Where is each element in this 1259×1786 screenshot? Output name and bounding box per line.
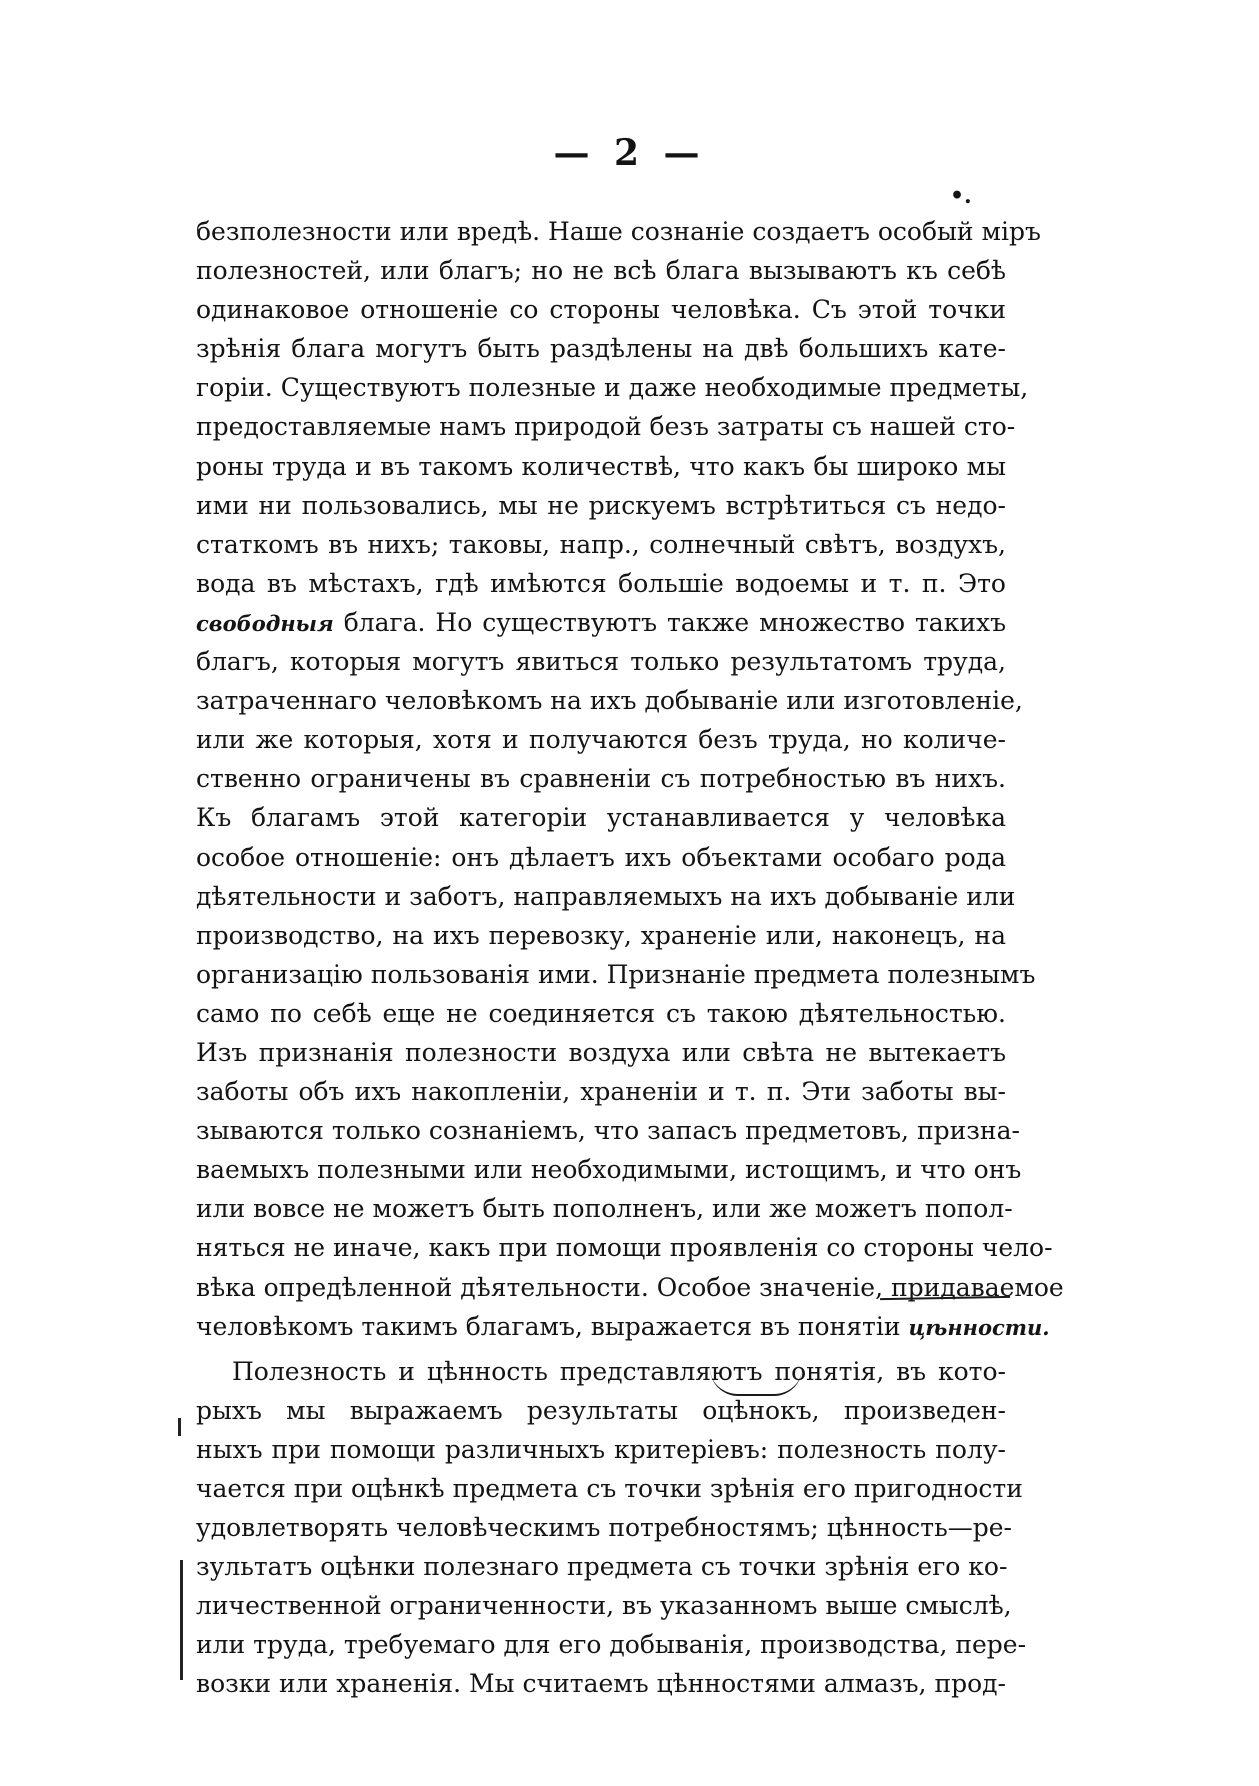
paragraph-1 [196, 212, 1064, 1346]
text-line: ныхъ при помощи различныхъ критеріевъ: полезность полу- [196, 1434, 1006, 1464]
italic-term-free-goods: свободныя [196, 610, 334, 636]
text-line: производство, на ихъ перевозку, храненіе или, наконецъ, на [196, 920, 1006, 950]
text-line: рыхъ мы выражаемъ результаты оцѣнокъ, произведен- [196, 1395, 1006, 1425]
text-line: статкомъ въ нихъ; таковы, напр., солнечный свѣтъ, воздухъ, [196, 529, 1006, 559]
text-line: само по себѣ еще не соединяется съ такою дѣятельностью. [196, 998, 1006, 1028]
text-line: личественной ограниченности, въ указанномъ выше смыслѣ, [196, 1591, 1012, 1621]
text-line: ственно ограничены въ сравненіи съ потребностью въ нихъ. [196, 764, 1006, 794]
italic-term-value: цѣнности. [908, 1314, 1050, 1340]
text-line-rest: блага. Но существуютъ также множество такихъ [333, 607, 1006, 637]
page-number: — 2 — [553, 132, 706, 174]
text-line: няться не иначе, какъ при помощи проявленія со стороны чело- [196, 1233, 1053, 1263]
text-line: или труда, требуемаго для его добыванія, производства, пере- [196, 1630, 1027, 1660]
text-line: возки или храненія. Мы считаемъ цѣнностями алмазъ, прод- [196, 1669, 1006, 1699]
text-line: удовлетворять человѣческимъ потребностямъ; цѣнность—ре- [196, 1513, 1012, 1543]
text-line: зываются только сознаніемъ, что запасъ предметовъ, призна- [196, 1116, 1020, 1146]
text-line: предоставляемые намъ природой безъ затраты съ нашей сто- [196, 412, 1016, 442]
text-line: зрѣнія блага могутъ быть раздѣлены на двѣ большихъ кате- [196, 334, 1006, 364]
text-line-with-italic [196, 1307, 1050, 1346]
handwritten-circle-mark [710, 1368, 802, 1396]
text-line: Полезность и цѣнность представляютъ понятія, въ кото- [232, 1356, 1006, 1386]
corner-ink-mark: •. [950, 183, 972, 209]
text-line: горіи. Существуютъ полезные и даже необходимые предметы, [196, 373, 1029, 403]
text-line: заботы объ ихъ накопленіи, храненіи и т. п. Эти заботы вы- [196, 1077, 1006, 1107]
text-line: или же которыя, хотя и получаются безъ труда, но количе- [196, 725, 1006, 755]
text-line: роны труда и въ такомъ количествѣ, что какъ бы широко мы [196, 451, 1006, 481]
text-line: организацію пользованія ими. Признаніе предмета полезнымъ [196, 959, 1036, 989]
text-line: или вовсе не можетъ быть пополненъ, или же можетъ попол- [196, 1194, 1013, 1224]
text-line: вода въ мѣстахъ, гдѣ имѣются большіе водоемы и т. п. Это [196, 568, 1006, 598]
text-line: чается при оцѣнкѣ предмета съ точки зрѣнія его пригодности [196, 1474, 1023, 1503]
text-line: Изъ признанія полезности воздуха или свѣта не вытекаетъ [196, 1037, 1006, 1067]
text-line-rest: человѣкомъ такимъ благамъ, выражается въ понятіи [196, 1311, 909, 1341]
text-line: затраченнаго человѣкомъ на ихъ добываніе или изготовленіе, [196, 686, 1023, 716]
text-line: особое отношеніе: онъ дѣлаетъ ихъ объектами особаго рода [196, 842, 1006, 872]
text-line: полезностей, или благъ; но не всѣ блага вызываютъ къ себѣ [196, 256, 1006, 286]
margin-bar-mark [180, 1560, 183, 1680]
text-line: ими ни пользовались, мы не рискуемъ встрѣтиться съ недо- [196, 490, 1006, 520]
text-line: безполезности или вредѣ. Наше сознаніе создаетъ особый міръ [196, 217, 1041, 246]
margin-tick-mark [178, 1418, 181, 1436]
text-line-with-italic [196, 603, 1006, 642]
text-line: благъ, которыя могутъ явиться только результатомъ труда, [196, 647, 1006, 677]
text-line: дѣятельности и заботъ, направляемыхъ на ихъ добываніе или [196, 881, 1016, 911]
paragraph-2 [196, 1352, 1027, 1704]
text-line: вѣка опредѣленной дѣятельности. Особое значеніе, придаваемое [196, 1272, 1064, 1302]
text-line: зультатъ оцѣнки полезнаго предмета съ точки зрѣнія его ко- [196, 1552, 1008, 1582]
text-line: одинаковое отношеніе со стороны человѣка. Съ этой точки [196, 295, 1006, 325]
body-text [196, 212, 1064, 1704]
text-line: Къ благамъ этой категоріи устанавливается у человѣка [196, 803, 1006, 833]
text-line: ваемыхъ полезными или необходимыми, истощимъ, и что онъ [196, 1155, 1022, 1185]
